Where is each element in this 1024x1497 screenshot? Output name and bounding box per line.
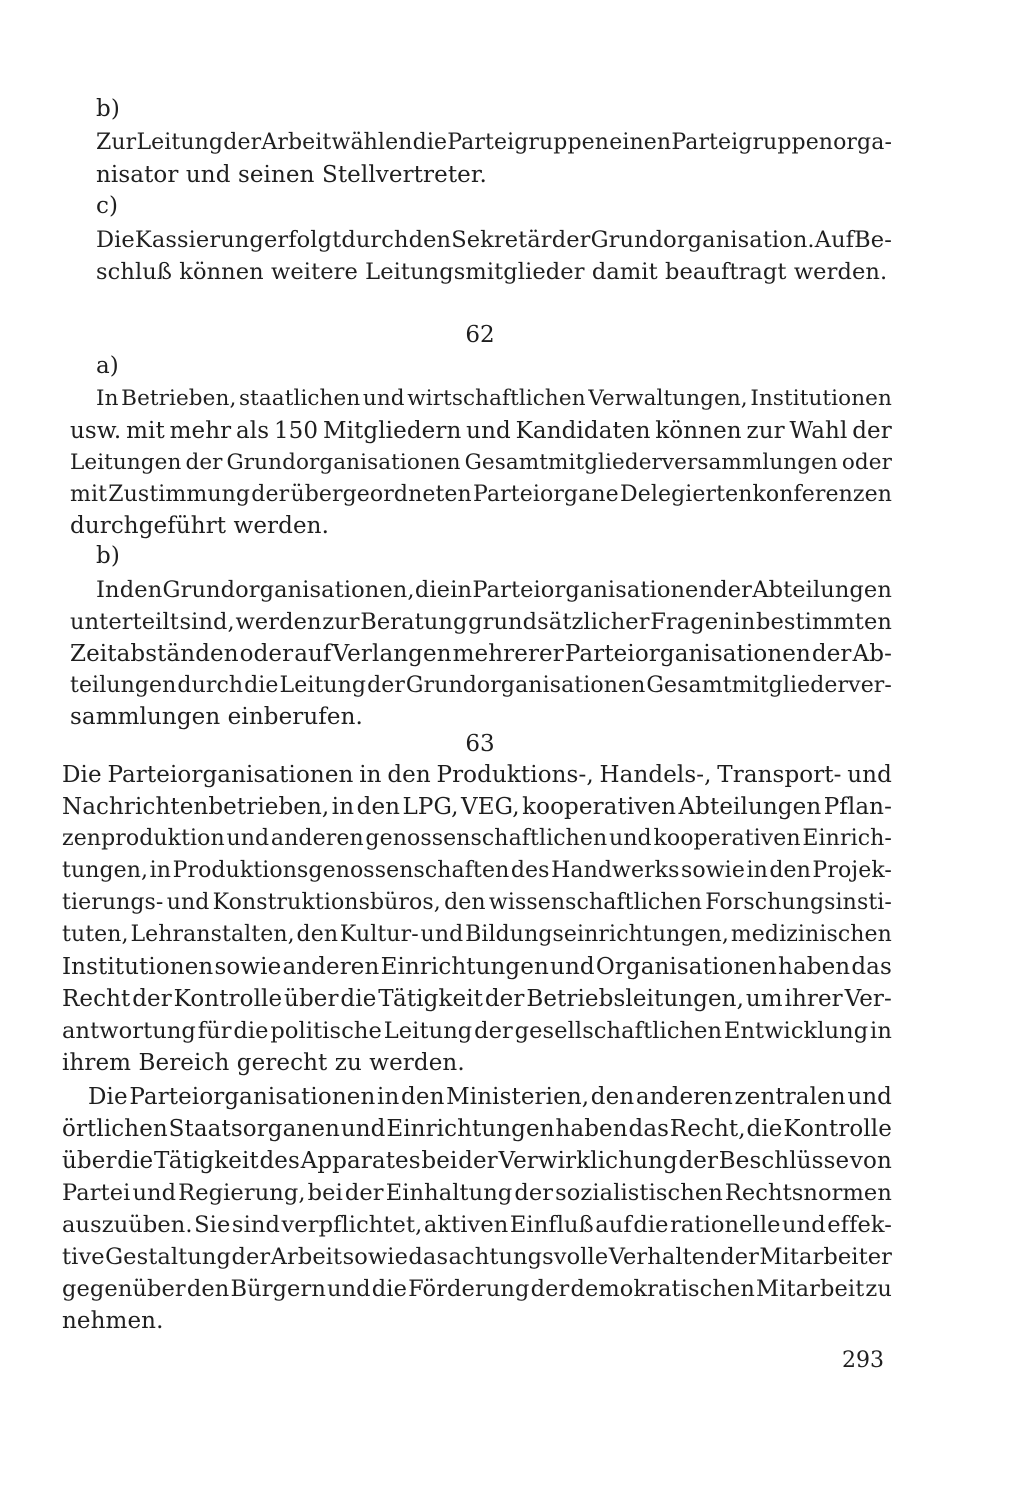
text-line — [62, 792, 892, 822]
word: Abteilungen — [678, 794, 822, 820]
text-line: durchgeführt werden. — [70, 513, 329, 539]
word: und — [420, 922, 464, 947]
word: Kontrolle — [173, 986, 283, 1012]
word: medizinischen — [730, 922, 892, 947]
word: Gesamtmitgliederversammlungen — [464, 450, 838, 475]
word: demokratischen — [570, 1276, 755, 1302]
text-line — [62, 888, 892, 918]
word: der — [474, 1018, 513, 1044]
word: zenproduktion — [62, 826, 225, 851]
word: die — [233, 1018, 269, 1044]
word: mit — [126, 418, 165, 444]
word: die — [414, 577, 451, 603]
word: Einrichtungen — [386, 1116, 555, 1142]
word: Die — [62, 762, 102, 788]
word: Parteiorgane — [473, 482, 619, 507]
text-line — [96, 575, 892, 605]
word: politische — [270, 1018, 382, 1044]
word: der — [458, 1148, 498, 1174]
word: der — [344, 1180, 384, 1206]
word: Mitarbeit — [756, 1276, 865, 1302]
word: einen — [609, 130, 672, 155]
word: Ministerien, — [446, 1084, 590, 1110]
word: auf — [595, 1212, 632, 1238]
word: für — [197, 1018, 232, 1044]
word: Organisationen — [595, 954, 777, 980]
word: der — [484, 986, 525, 1012]
word: Projek- — [812, 858, 892, 883]
word: und — [327, 1276, 371, 1302]
word: in — [377, 1084, 400, 1110]
text-line — [62, 1146, 892, 1176]
word: Tätigkeit — [153, 1148, 259, 1174]
item-label-b: b) — [96, 543, 120, 569]
word: Produktionsgenossenschaften — [172, 858, 510, 883]
word: Mitarbeiter — [759, 1244, 892, 1270]
word: Zur — [96, 130, 137, 155]
word: Kultur- — [339, 922, 419, 947]
word: Bildungseinrichtungen, — [465, 922, 730, 947]
word: zur — [322, 609, 360, 635]
word: zu — [865, 1276, 892, 1302]
word: sowie — [681, 858, 745, 883]
word: und — [550, 954, 595, 980]
text-line — [62, 1210, 892, 1240]
word: Kassierung — [134, 227, 264, 253]
text-line — [62, 856, 892, 886]
word: Arbeit — [270, 1244, 343, 1270]
word: Die — [96, 227, 135, 253]
word: antwortung — [62, 1018, 196, 1044]
word: der — [514, 1180, 554, 1206]
text-line: nehmen. — [62, 1308, 164, 1334]
text-line — [62, 1242, 892, 1272]
word: Beschlüsse — [718, 1148, 850, 1174]
word: Grundorganisationen — [405, 673, 646, 698]
word: wirtschaftlichen — [407, 386, 586, 411]
word: oder — [239, 641, 294, 667]
word: zur — [746, 418, 785, 444]
word: und — [782, 1212, 826, 1238]
word: Recht — [62, 986, 131, 1012]
word: und — [847, 762, 892, 788]
word: über — [284, 986, 339, 1012]
word: in — [149, 858, 172, 883]
word: Zustimmung — [108, 482, 251, 507]
word: bestimmten — [755, 609, 892, 635]
word: Ver- — [844, 986, 892, 1012]
word: über — [62, 1148, 117, 1174]
word: Betrieben, — [121, 386, 237, 411]
text-line — [62, 1016, 892, 1046]
word: Arbeit — [261, 130, 332, 155]
word: örtlichen — [62, 1116, 168, 1142]
word: der — [185, 450, 223, 475]
word: gesellschaftlichen — [514, 1018, 723, 1044]
word: sowie — [214, 954, 282, 980]
word: durch — [177, 673, 244, 698]
word: Be- — [854, 227, 892, 253]
word: der — [231, 1244, 271, 1270]
word: Kontrolle — [783, 1116, 892, 1142]
text-line — [70, 607, 892, 637]
word: Forschungsinsti- — [705, 890, 892, 915]
word: Rechtsnormen — [724, 1180, 892, 1206]
word: Leitungen — [70, 450, 182, 475]
word: sowie — [342, 1244, 408, 1270]
word: und — [132, 1180, 177, 1206]
word: rationelle — [670, 1212, 781, 1238]
word: tierungs- — [62, 890, 164, 915]
word: Lehranstalten, — [130, 922, 295, 947]
word: des — [510, 858, 550, 883]
word: der — [713, 577, 753, 603]
word: werden — [235, 609, 322, 635]
text-line — [62, 1274, 892, 1304]
word: können — [655, 418, 742, 444]
word: anderen — [270, 826, 364, 851]
word: Mitgliedern — [322, 418, 462, 444]
word: den — [408, 227, 452, 253]
word: Partei — [62, 1180, 131, 1206]
word: zentralen — [734, 1084, 846, 1110]
word: auszuüben. — [62, 1212, 193, 1238]
word: Betriebsleitungen, — [526, 986, 745, 1012]
word: verpflichtet, — [281, 1212, 423, 1238]
page-number: 293 — [842, 1348, 884, 1373]
word: in — [331, 794, 355, 820]
text-line — [70, 671, 892, 701]
word: Apparates — [300, 1148, 421, 1174]
word: und — [609, 826, 652, 851]
text-line — [62, 984, 892, 1014]
item-label-c: c) — [96, 193, 119, 219]
word: das — [851, 954, 892, 980]
word: die — [117, 1148, 154, 1174]
word: sind — [231, 1212, 280, 1238]
word: der — [852, 418, 892, 444]
word: der — [811, 641, 852, 667]
word: Bürgern — [230, 1276, 326, 1302]
text-line — [62, 760, 892, 790]
word: in — [746, 858, 768, 883]
word: haben — [778, 954, 851, 980]
section-number-63: 63 — [465, 731, 495, 757]
word: der — [367, 673, 405, 698]
word: Parteigruppen — [447, 130, 610, 155]
word: bei — [307, 1180, 343, 1206]
word: von — [849, 1148, 892, 1174]
word: sind, — [179, 609, 235, 635]
word: der — [678, 1148, 719, 1174]
word: Delegiertenkonferenzen — [619, 482, 892, 507]
word: Institutionen — [62, 954, 214, 980]
text-line: nisator und seinen Stellvertreter. — [96, 162, 487, 188]
word: wissenschaftlichen — [488, 890, 702, 915]
word: in — [870, 1018, 892, 1044]
text-line: schluß können weitere Leitungsmitglieder damit beauftragt werden. — [96, 259, 888, 285]
word: tive — [62, 1244, 105, 1270]
word: und — [847, 1084, 892, 1110]
word: und — [226, 826, 270, 851]
word: die — [371, 1276, 407, 1302]
word: in — [733, 609, 756, 635]
word: Einrichtungen — [380, 954, 549, 980]
word: der — [720, 1244, 759, 1270]
word: den — [119, 577, 163, 603]
word: Grundorganisationen — [226, 450, 461, 475]
word: als — [236, 418, 270, 444]
word: Gestaltung — [105, 1244, 232, 1270]
word: das — [628, 1116, 670, 1142]
word: Institutionen — [750, 386, 892, 411]
word: Sie — [194, 1212, 231, 1238]
word: staatlichen — [239, 386, 361, 411]
word: den — [186, 1276, 230, 1302]
word: Verlangen — [332, 641, 452, 667]
word: 150 — [273, 418, 319, 444]
word: Produktions-, — [436, 762, 594, 788]
word: Wahl — [789, 418, 848, 444]
word: den — [590, 1084, 635, 1110]
word: erfolgt — [263, 227, 342, 253]
text-line: sammlungen einberufen. — [70, 704, 363, 730]
word: Entwicklung — [723, 1018, 869, 1044]
word: Förderung — [408, 1276, 530, 1302]
word: übergeordneten — [290, 482, 472, 507]
word: mehr — [169, 418, 232, 444]
word: und — [362, 386, 405, 411]
word: achtungsvolle — [448, 1244, 609, 1270]
word: sozialistischen — [555, 1180, 723, 1206]
word: die — [633, 1212, 669, 1238]
word: und — [166, 890, 210, 915]
word: Konstruktionsbüros, — [212, 890, 441, 915]
word: anderen — [635, 1084, 733, 1110]
item-label-b: b) — [96, 96, 120, 122]
word: Auf — [814, 227, 855, 253]
word: Leitung — [383, 1018, 473, 1044]
word: den — [444, 890, 486, 915]
word: Sekretär — [451, 227, 552, 253]
word: aktiven — [423, 1212, 509, 1238]
word: die — [244, 673, 279, 698]
word: In — [96, 386, 119, 411]
word: der — [132, 986, 172, 1012]
word: die — [340, 986, 377, 1012]
word: Pflan- — [823, 794, 892, 820]
word: Parteiorganisationen — [472, 577, 714, 603]
word: der — [223, 130, 262, 155]
word: Einhaltung — [385, 1180, 513, 1206]
word: oder — [841, 450, 892, 475]
text-line — [96, 128, 892, 158]
word: kooperativen — [653, 826, 801, 851]
word: der — [251, 482, 290, 507]
word: auf — [294, 641, 332, 667]
text-line — [70, 416, 892, 446]
word: usw. — [70, 418, 122, 444]
word: Die — [88, 1084, 128, 1110]
word: die — [746, 1116, 783, 1142]
word: haben — [555, 1116, 628, 1142]
word: den — [401, 1084, 445, 1110]
word: in — [450, 577, 473, 603]
word: und — [340, 1116, 386, 1142]
word: effek- — [827, 1212, 892, 1238]
word: Parteiorganisationen — [564, 641, 811, 667]
word: Handwerks — [551, 858, 680, 883]
word: teilungen — [70, 673, 177, 698]
word: Parteiorganisationen — [107, 762, 354, 788]
word: die — [412, 130, 448, 155]
section-number-62: 62 — [465, 322, 495, 348]
word: Beratung — [360, 609, 468, 635]
text-line — [70, 448, 892, 478]
word: Leitung — [279, 673, 367, 698]
word: tungen, — [62, 858, 149, 883]
text-line: ihrem Bereich gerecht zu werden. — [62, 1050, 465, 1076]
word: bei — [421, 1148, 458, 1174]
word: Einrich- — [802, 826, 892, 851]
word: und — [466, 418, 511, 444]
word: Regierung, — [178, 1180, 306, 1206]
word: Parteiorganisationen — [129, 1084, 376, 1110]
word: Kandidaten — [515, 418, 651, 444]
word: kooperativen — [522, 794, 677, 820]
word: Handels-, — [599, 762, 712, 788]
word: Verhalten — [608, 1244, 720, 1270]
word: Tätigkeit — [378, 986, 484, 1012]
word: Transport- — [717, 762, 842, 788]
word: gegenüber — [62, 1276, 186, 1302]
word: Parteigruppenorga- — [671, 130, 892, 155]
word: genossenschaftlichen — [365, 826, 608, 851]
word: ihrer — [784, 986, 843, 1012]
word: Abteilungen — [752, 577, 892, 603]
word: anderen — [282, 954, 380, 980]
text-line — [62, 1178, 892, 1208]
word: mit — [70, 482, 108, 507]
word: den — [769, 858, 811, 883]
word: unterteilt — [70, 609, 179, 635]
word: LPG, — [402, 794, 459, 820]
word: das — [408, 1244, 449, 1270]
word: durch — [341, 227, 409, 253]
text-line — [62, 920, 892, 950]
word: der — [530, 1276, 570, 1302]
word: Verwirklichung — [498, 1148, 678, 1174]
word: VEG, — [461, 794, 520, 820]
word: den — [356, 794, 401, 820]
word: Grundorganisationen, — [162, 577, 415, 603]
text-line — [88, 1082, 892, 1112]
word: Nachrichtenbetrieben, — [62, 794, 330, 820]
text-line — [62, 1114, 892, 1144]
word: Einfluß — [509, 1212, 594, 1238]
word: Fragen — [650, 609, 733, 635]
word: um — [745, 986, 783, 1012]
word: Ab- — [852, 641, 892, 667]
word: Zeitabständen — [70, 641, 239, 667]
word: Grundorganisation. — [590, 227, 815, 253]
word: des — [259, 1148, 300, 1174]
text-line — [96, 225, 892, 255]
word: mehrerer — [452, 641, 564, 667]
text-line — [96, 384, 892, 414]
text-line — [62, 824, 892, 854]
word: wählen — [331, 130, 413, 155]
word: grundsätzlicher — [468, 609, 650, 635]
text-line — [70, 480, 892, 510]
text-line — [62, 952, 892, 982]
word: Recht, — [669, 1116, 746, 1142]
word: In — [96, 577, 120, 603]
text-line — [70, 639, 892, 669]
item-label-a: a) — [96, 353, 119, 379]
word: tuten, — [62, 922, 129, 947]
word: Staatsorganen — [168, 1116, 340, 1142]
word: Leitung — [136, 130, 224, 155]
word: Verwaltungen, — [588, 386, 748, 411]
word: den — [387, 762, 431, 788]
word: in — [359, 762, 382, 788]
word: den — [296, 922, 339, 947]
word: Gesamtmitgliederver- — [646, 673, 892, 698]
word: der — [551, 227, 591, 253]
